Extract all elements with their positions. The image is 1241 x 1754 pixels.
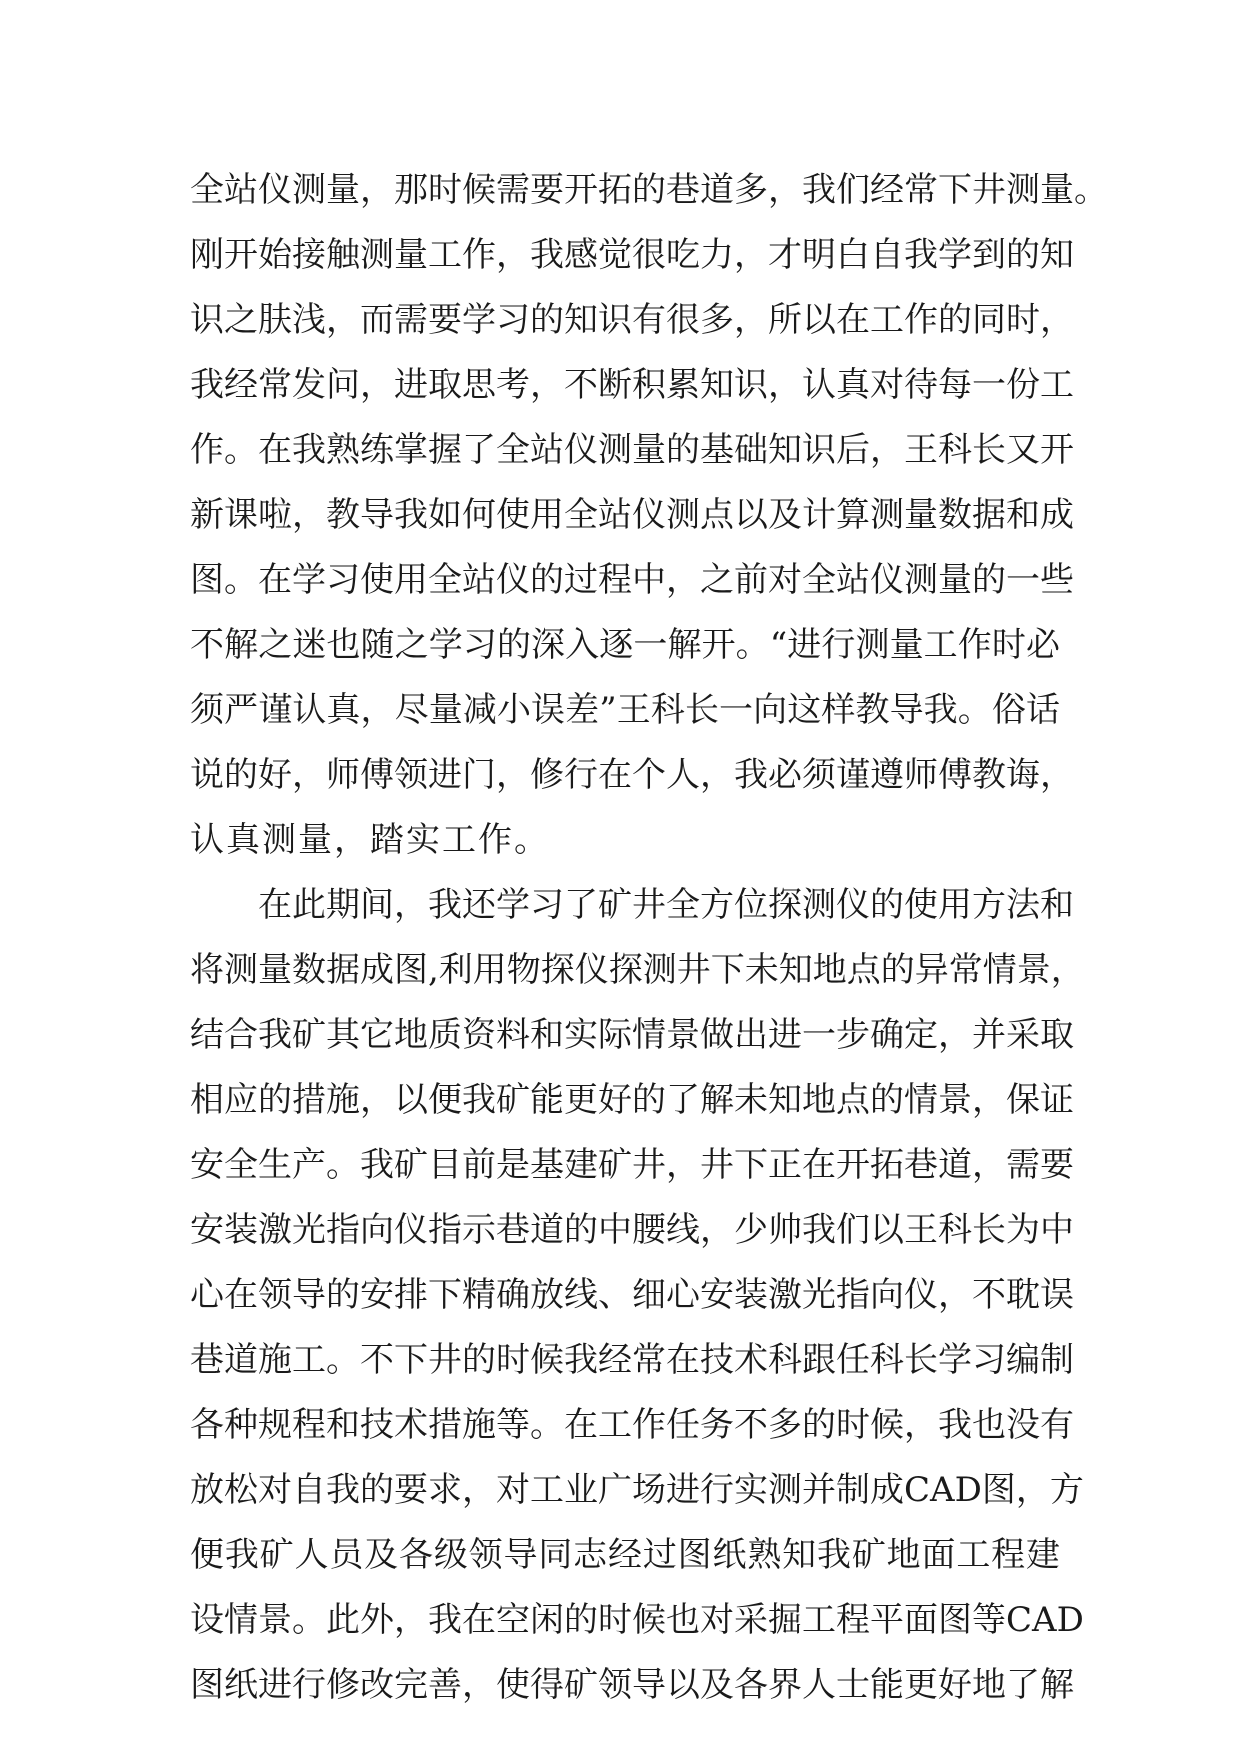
text-line: 将测量数据成图,利用物探仪探测井下未知地点的异常情景， <box>190 950 1085 990</box>
text-line: 结合我矿其它地质资料和实际情景做出进一步确定，并采取 <box>190 1015 1074 1055</box>
text-line: 心在领导的安排下精确放线、细心安装激光指向仪，不耽误 <box>190 1275 1074 1315</box>
text-line: 设情景。此外，我在空闲的时候也对采掘工程平面图等CAD <box>190 1600 1084 1640</box>
text-line: 安装激光指向仪指示巷道的中腰线，少帅我们以王科长为中 <box>190 1210 1074 1250</box>
text-line: 相应的措施，以便我矿能更好的了解未知地点的情景，保证 <box>190 1080 1074 1120</box>
paragraph-1 <box>190 158 1108 873</box>
text-line: 在此期间，我还学习了矿井全方位探测仪的使用方法和 <box>258 885 1074 925</box>
text-line: 识之肤浅，而需要学习的知识有很多，所以在工作的同时， <box>190 300 1074 340</box>
text-line: 须严谨认真，尽量减小误差”王科长一向这样教导我。俗话 <box>190 690 1060 730</box>
text-line: 新课啦，教导我如何使用全站仪测点以及计算测量数据和成 <box>190 495 1074 535</box>
text-line: 不解之迷也随之学习的深入逐一解开。“进行测量工作时必 <box>190 625 1060 665</box>
text-line: 各种规程和技术措施等。在工作任务不多的时候，我也没有 <box>190 1405 1074 1445</box>
text-line: 巷道施工。不下井的时候我经常在技术科跟任科长学习编制 <box>190 1340 1074 1380</box>
text-line: 安全生产。我矿目前是基建矿井，井下正在开拓巷道，需要 <box>190 1145 1074 1185</box>
text-line: 认真测量，踏实工作。 <box>190 820 550 860</box>
paragraph-2 <box>190 873 1085 1718</box>
text-line: 便我矿人员及各级领导同志经过图纸熟知我矿地面工程建 <box>190 1535 1060 1575</box>
text-line: 全站仪测量，那时候需要开拓的巷道多，我们经常下井测量。 <box>190 170 1108 210</box>
document-body <box>190 158 1108 1718</box>
text-line: 刚开始接触测量工作，我感觉很吃力，才明白自我学到的知 <box>190 235 1074 275</box>
text-line: 放松对自我的要求，对工业广场进行实测并制成CAD图，方 <box>190 1470 1084 1510</box>
text-line: 说的好，师傅领进门，修行在个人，我必须谨遵师傅教诲， <box>190 755 1074 795</box>
text-line: 图纸进行修改完善，使得矿领导以及各界人士能更好地了解 <box>190 1665 1074 1705</box>
text-line: 作。在我熟练掌握了全站仪测量的基础知识后，王科长又开 <box>190 430 1074 470</box>
text-line: 图。在学习使用全站仪的过程中，之前对全站仪测量的一些 <box>190 560 1074 600</box>
text-line: 我经常发问，进取思考，不断积累知识，认真对待每一份工 <box>190 365 1074 405</box>
